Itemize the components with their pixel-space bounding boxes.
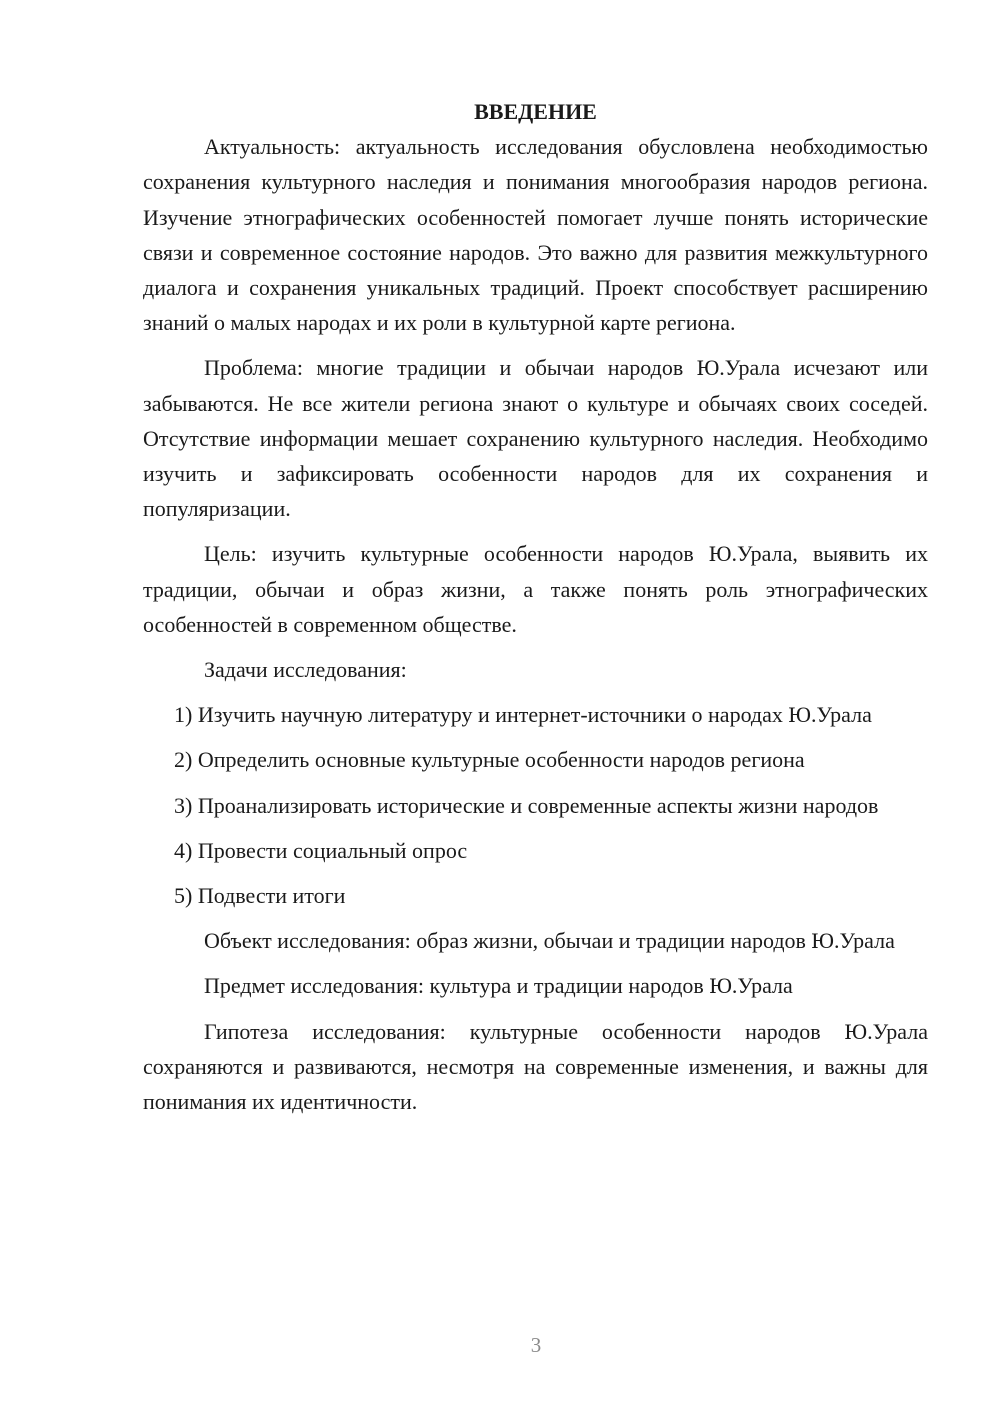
relevance-paragraph: Актуальность: актуальность исследования обусловлена необходимостью сохранения культурного наследия и понимания многообразия народов региона. Изучение этнографических особенностей помогает лучше понять исторические связи и современное состояние народов. Это важно для развития межкультурного диалога и сохранения уникальных традиций. Проект способствует расширению знаний о малых народах и их роли в культурной карте региона. — [143, 134, 928, 336]
page-title: ВВЕДЕНИЕ — [474, 99, 597, 124]
object-paragraph: Объект исследования: образ жизни, обычаи и традиции народов Ю.Урала — [204, 928, 895, 954]
goal-paragraph: Цель: изучить культурные особенности народов Ю.Урала, выявить их традиции, обычаи и образ жизни, а также понять роль этнографических особенностей в современном обществе. — [143, 541, 928, 637]
task-item-1: 1) Изучить научную литературу и интернет-источники о народах Ю.Урала — [174, 702, 872, 728]
hypothesis-paragraph: Гипотеза исследования: культурные особенности народов Ю.Урала сохраняются и развиваются, несмотря на современные изменения, и важны для понимания их идентичности. — [143, 1018, 928, 1115]
task-item-3: 3) Проанализировать исторические и современные аспекты жизни народов — [174, 792, 879, 818]
task-item-4: 4) Провести социальный опрос — [174, 837, 468, 863]
task-item-5: 5) Подвести итоги — [174, 883, 346, 909]
subject-paragraph: Предмет исследования: культура и традиции народов Ю.Урала — [204, 973, 793, 999]
tasks-heading: Задачи исследования: — [204, 657, 407, 683]
task-item-2: 2) Определить основные культурные особенности народов региона — [174, 747, 805, 773]
problem-paragraph: Проблема: многие традиции и обычаи народов Ю.Урала исчезают или забываются. Не все жители региона знают о культуре и обычаях своих соседей. Отсутствие информации мешает сохранению культурного наследия. Необходимо изучить и зафиксировать особенности народов для их сохранения и популяризации. — [143, 355, 928, 522]
page-number: 3 — [530, 1333, 542, 1357]
document-body — [143, 94, 928, 1119]
